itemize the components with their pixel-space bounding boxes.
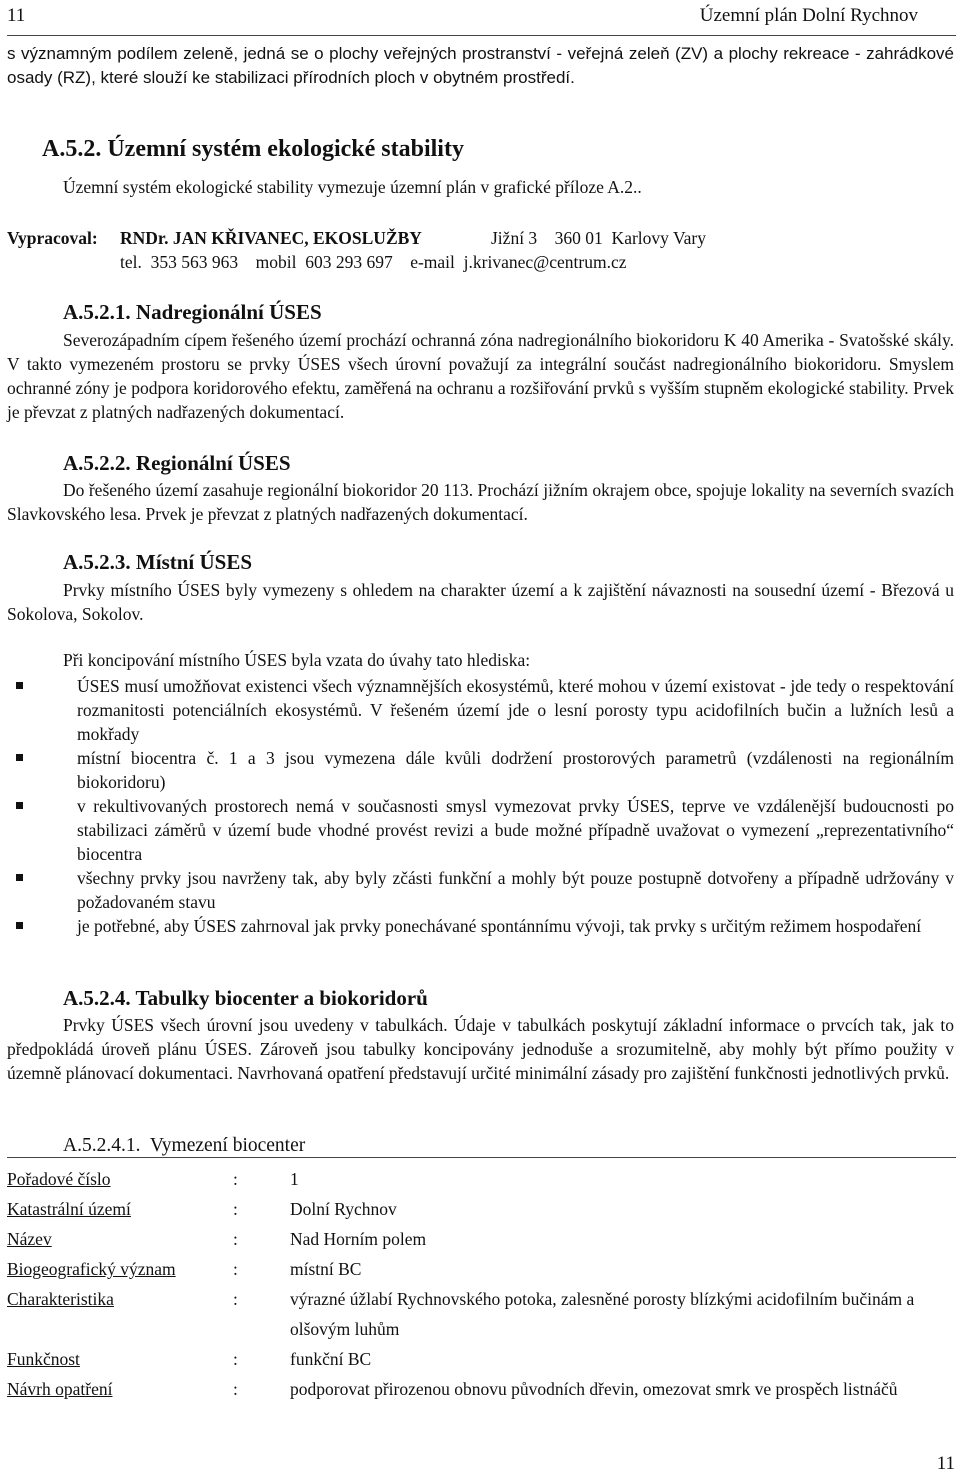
bullet-square-icon [16,802,23,809]
biocentra-divider [7,1157,956,1158]
regional-heading: A.5.2.2. Regionální ÚSES [63,451,291,475]
row-value: podporovat přirozenou obnovu původních dřevin, omezovat smrk ve prospěch listnáčů [290,1379,898,1399]
intro-paragraph: s významným podílem zeleně, jedná se o plochy veřejných prostranství - veřejná zeleň (ZV) a plochy rekreace - zahrádkové osady (RZ), které slouží ke stabilizaci přírodních ploch v obytném prostředí. [7,44,954,87]
row-key: Návrh opatření [7,1379,113,1399]
row-key: Charakteristika [7,1289,114,1309]
page-number-footer: 11 [936,1453,955,1474]
list-item: místní biocentra č. 1 a 3 jsou vymezena dále kvůli dodržení prostorových parametrů (vzdálenosti na regionálním biokoridoru) [7,746,954,794]
author-contact: tel. 353 563 963 mobil 603 293 697 e-mail j.krivanec@centrum.cz [120,252,627,272]
row-value: Dolní Rychnov [290,1199,397,1219]
bullet-square-icon [16,922,23,929]
row-separator: : [233,1379,238,1399]
row-separator: : [233,1259,238,1279]
header-divider [7,35,956,36]
list-item: ÚSES musí umožňovat existenci všech významnějších ekosystémů, které mohou v území existovat - jde tedy o respektování rozmanitosti potenciálních ekosystémů. V řešeném území jde o lesní porosty typu acidofilních bučin a lužních lesů a mokřady [7,674,954,746]
nadregional-text: Severozápadním cípem řešeného území prochází ochranná zóna nadregionálního biokoridoru K 40 Amerika - Svatošské skály. V takto vymezeném prostoru se prvky ÚSES všech úrovní považují za integrální součást nadregionálního biokoridoru. Smyslem ochranné zóny je podpora koridorového efektu, zaměřená na ochranu a rozšiřování prvků s vyšším stupněm ekologické stability. Prvek je převzat z platných nadřazených dokumentací. [7,330,954,422]
local-criteria-intro: Při koncipování místního ÚSES byla vzata do úvahy tato hlediska: [63,650,531,670]
bullet-square-icon [16,874,23,881]
criteria-list [7,674,954,938]
section-intro-text: Územní systém ekologické stability vymezuje územní plán v grafické příloze A.2.. [63,177,642,197]
author-address: Jižní 3 360 01 Karlovy Vary [491,228,706,248]
row-value: funkční BC [290,1349,372,1369]
local-text: Prvky místního ÚSES byly vymezeny s ohledem na charakter území a k zajištění návaznosti na sousední území - Březová u Sokolova, Sokolov. [7,580,954,624]
nadregional-heading: A.5.2.1. Nadregionální ÚSES [63,300,322,324]
bullet-square-icon [16,754,23,761]
biocentra-heading: A.5.2.4.1. Vymezení biocenter [63,1135,306,1156]
tables-heading: A.5.2.4. Tabulky biocenter a biokoridorů [63,986,428,1010]
section-number: A.5.2. [42,136,102,162]
list-item: všechny prvky jsou navrženy tak, aby byly zčásti funkční a mohly být pouze postupně dotvořeny a případně udržovány v požadovaném stavu [7,866,954,914]
row-value: Nad Horním polem [290,1229,427,1249]
row-separator: : [233,1169,238,1189]
row-key: Katastrální území [7,1199,131,1219]
row-key: Název [7,1229,52,1249]
row-value: místní BC [290,1259,362,1279]
tables-text: Prvky ÚSES všech úrovní jsou uvedeny v tabulkách. Údaje v tabulkách poskytují základní informace o prvcích tak, jak to předpokládá úroveň plánu ÚSES. Zároveň jsou tabulky koncipovány jednoduše a srozumitelně, aby mohly být přímo použity v územně plánovací dokumentaci. Navrhovaná opatření představují určité minimální zásady pro zajištění funkčnosti jednotlivých prvků. [7,1015,954,1083]
row-separator: : [233,1289,238,1309]
row-key: Pořadové číslo [7,1169,111,1189]
row-key: Funkčnost [7,1349,80,1369]
row-value: výrazné úžlabí Rychnovského potoka, zalesněné porosty blízkými acidofilním bučinám a olšovým luhům [290,1289,915,1339]
row-separator: : [233,1349,238,1369]
list-item: je potřebné, aby ÚSES zahrnoval jak prvky ponechávané spontánnímu vývoji, tak prvky s určitým režimem hospodaření [7,914,954,938]
author-name: RNDr. JAN KŘIVANEC, EKOSLUŽBY [120,228,422,248]
list-item: v rekultivovaných prostorech nemá v současnosti smysl vymezovat prvky ÚSES, teprve ve vzdálenější budoucnosti po stabilizaci záměrů v území bude vhodné provést revizi a bude možné případně uvažovat o vymezení „reprezentativního“ biocentra [7,794,954,866]
row-key: Biogeografický význam [7,1259,176,1279]
row-separator: : [233,1229,238,1249]
bullet-square-icon [16,682,23,689]
section-title: Územní systém ekologické stability [107,136,464,162]
row-value: 1 [290,1169,299,1189]
author-label: Vypracoval: [7,228,98,248]
local-heading: A.5.2.3. Místní ÚSES [63,550,253,574]
row-separator: : [233,1199,238,1219]
page-number-header: 11 [7,5,26,26]
document-title: Územní plán Dolní Rychnov [699,5,918,26]
section-heading [42,136,464,163]
regional-text: Do řešeného území zasahuje regionální biokoridor 20 113. Prochází jižním okrajem obce, spojuje lokality na severních svazích Slavkovského lesa. Prvek je převzat z platných nadřazených dokumentací. [7,480,954,524]
